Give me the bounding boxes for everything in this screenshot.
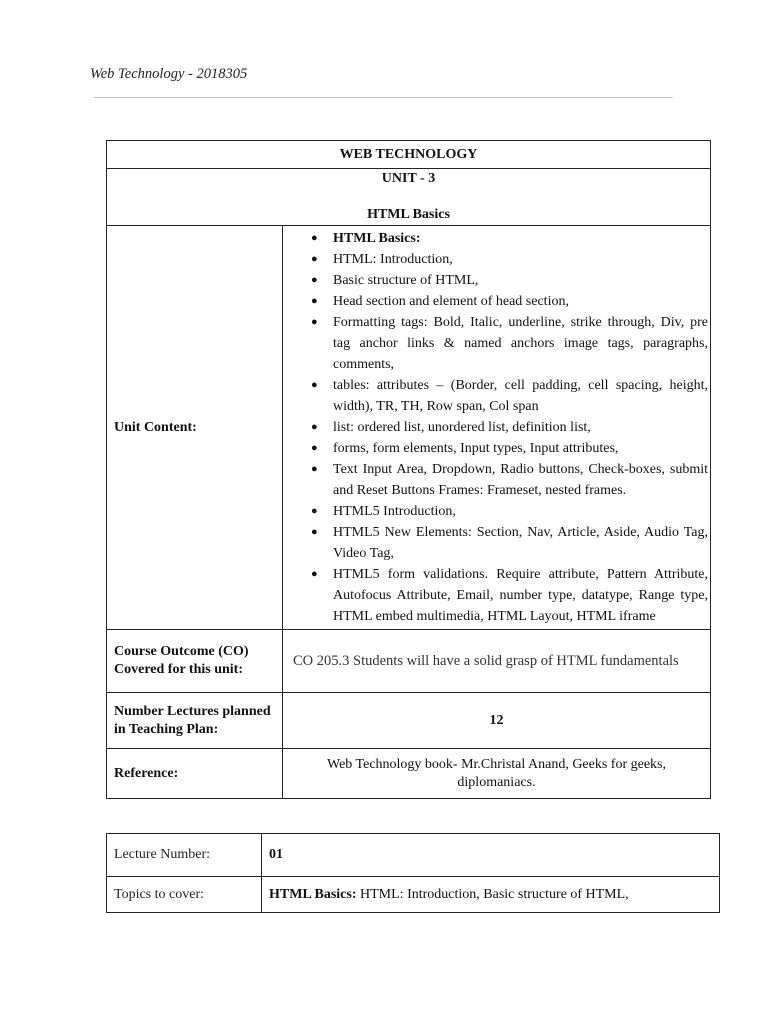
unit-content-label: Unit Content: (107, 226, 283, 630)
reference-label: Reference: (107, 749, 283, 799)
topic-item: ● Head section and element of head section, (333, 291, 710, 312)
topic-item: ● list: ordered list, unordered list, definition list, (333, 417, 710, 438)
unit-title: HTML Basics (367, 207, 450, 222)
lecture-number-value: 01 (262, 834, 720, 877)
lectures-label: Number Lectures planned in Teaching Plan: (107, 693, 283, 749)
unit-table (106, 140, 711, 799)
topic-item: ● HTML5 New Elements: Section, Nav, Article, Aside, Audio Tag, Video Tag, (333, 522, 710, 564)
course-outcome-label: Course Outcome (CO) Covered for this unit: (107, 630, 283, 693)
lecture-table (106, 833, 720, 913)
unit-number: UNIT - 3 (381, 171, 436, 186)
topic-item: ● tables: attributes – (Border, cell padding, cell spacing, height, width), TR, TH, Row span, Col span (333, 375, 710, 417)
topic-item: ● HTML: Introduction, (333, 249, 710, 270)
topic-item: ● Text Input Area, Dropdown, Radio buttons, Check-boxes, submit and Reset Buttons Frames: Frameset, nested frames. (333, 459, 710, 501)
topics-value-cell (262, 877, 720, 913)
topic-item: ● forms, form elements, Input types, Input attributes, (333, 438, 710, 459)
topics-bold: HTML Basics: (269, 886, 357, 902)
table-heading: WEB TECHNOLOGY (107, 141, 711, 169)
topic-item: ● Formatting tags: Bold, Italic, underline, strike through, Div, pre tag anchor links & named anchors image tags, paragraphs, comments, (333, 312, 710, 375)
lectures-value: 12 (283, 693, 711, 749)
topic-item: ● HTML Basics: (333, 228, 710, 249)
topic-list (283, 228, 710, 627)
header-divider (94, 97, 673, 98)
topic-item: ● HTML5 Introduction, (333, 501, 710, 522)
unit-heading-cell (107, 169, 711, 226)
topics-label: Topics to cover: (107, 877, 262, 913)
reference-value: Web Technology book- Mr.Christal Anand, Geeks for geeks, diplomaniacs. (283, 749, 711, 799)
unit-content-cell (283, 226, 711, 630)
topic-item: ● Basic structure of HTML, (333, 270, 710, 291)
topics-value: HTML: Introduction, Basic structure of HTML, (360, 886, 629, 902)
topic-item: ● HTML5 form validations. Require attribute, Pattern Attribute, Autofocus Attribute, Email, number type, datatype, Range type, HTML embed multimedia, HTML Layout, HTML iframe (333, 564, 710, 627)
course-outcome-value: CO 205.3 Students will have a solid grasp of HTML fundamentals (283, 630, 711, 693)
lecture-number-label: Lecture Number: (107, 834, 262, 877)
document-header: Web Technology - 2018305 (90, 66, 248, 82)
